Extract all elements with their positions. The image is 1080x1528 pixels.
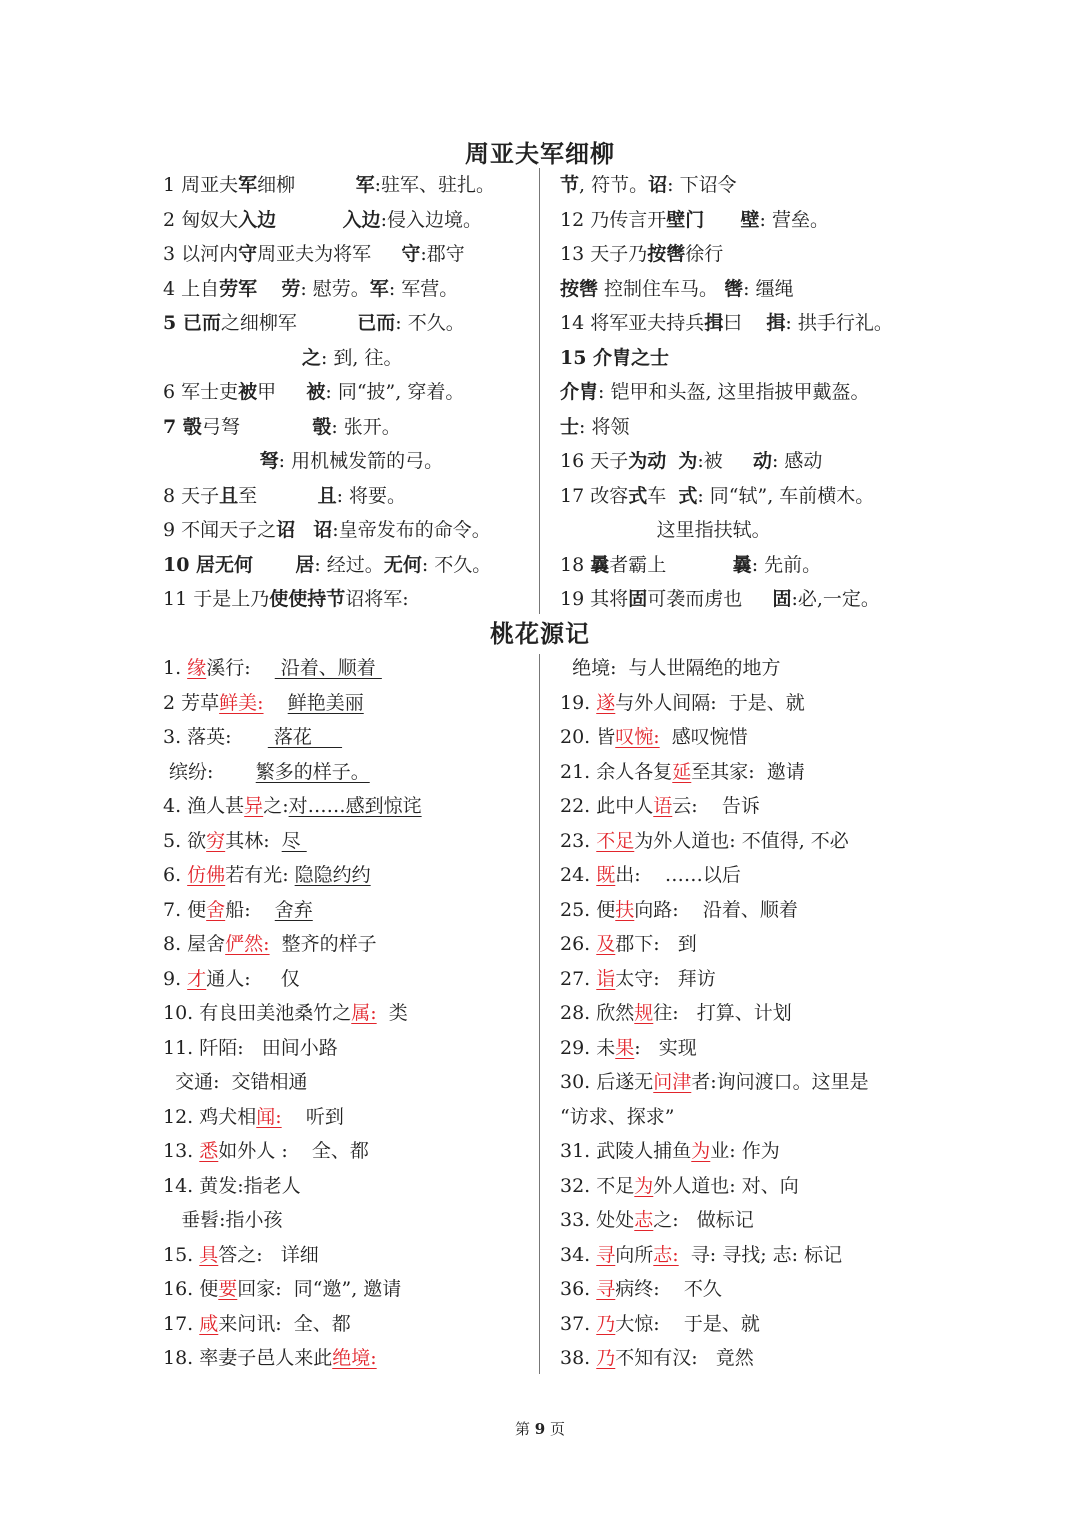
entry-row: 37. 乃大惊: 于是、就 [560, 1312, 760, 1335]
entry-row: 32. 不足为外人道也: 对、向 [560, 1174, 799, 1197]
entry-row: 缤纷: 繁多的样子。 [163, 760, 370, 783]
column-divider-1 [539, 168, 540, 614]
entry-row: 节, 符节。诏: 下诏令 [560, 174, 737, 196]
entry-row: 13 天子乃按辔徐行 [560, 243, 724, 265]
entry-row: 30. 后遂无问津者:询问渡口。这里是 [560, 1071, 869, 1093]
entry-row: 20. 皆叹惋: 感叹惋惜 [560, 726, 748, 748]
entry-row: 18 曩者霸上 曩: 先前。 [560, 553, 822, 576]
entry-row: 13. 悉如外人 : 全、都 [163, 1140, 369, 1162]
column-divider-2 [539, 654, 540, 1374]
entry-row: 弩: 用机械发箭的弓。 [259, 450, 444, 472]
entry-row: 1 周亚夫军细柳 军:驻军、驻扎。 [163, 174, 495, 196]
entry-row: 交通: 交错相通 [163, 1071, 308, 1093]
entry-row: 5. 欲穷其林: 尽 [163, 829, 307, 852]
entry-row: 25. 便扶向路: 沿着、顺着 [560, 898, 798, 921]
section2-right-column [560, 651, 940, 1376]
entry-row: 19. 遂与外人间隔: 于是、就 [560, 691, 805, 714]
entry-row: 14 将军亚夫持兵揖曰 揖: 拱手行礼。 [560, 312, 893, 334]
section2-left-column [163, 651, 535, 1376]
entry-row: 按辔 控制住车马。 辔: 缰绳 [560, 277, 794, 300]
entry-row: 18. 率妻子邑人来此绝境: [163, 1347, 377, 1369]
entry-row: 7 彀弓弩 彀: 张开。 [163, 415, 401, 438]
entry-row: 7. 便舍船: 舍弃 [163, 898, 313, 921]
entry-row: 33. 处处志之: 做标记 [560, 1209, 754, 1231]
entry-row: 12 乃传言开壁门 壁: 营垒。 [560, 208, 829, 231]
entry-row: 17. 咸来问讯: 全、都 [163, 1312, 351, 1335]
entry-row: 9. 才通人: 仅 [163, 967, 300, 990]
entry-row: 19 其将固可袭而虏也 固:必,一定。 [560, 588, 880, 610]
page-footer [0, 1418, 1080, 1439]
section1-left-column [163, 168, 535, 617]
entry-row: 绝境: 与人世隔绝的地方 [560, 657, 781, 679]
entry-row: 4. 渔人甚异之:对……感到惊诧 [163, 795, 422, 817]
entry-row: 16. 便要回家: 同“邀”, 邀请 [163, 1278, 402, 1300]
entry-row: 16 天子为动 为:被 动: 感动 [560, 450, 823, 472]
entry-row: 之: 到, 往。 [301, 346, 403, 369]
entry-row: 36. 寻病终: 不久 [560, 1278, 722, 1300]
section1-right-column [560, 168, 940, 617]
entry-row: 28. 欣然规往: 打算、计划 [560, 1002, 792, 1024]
page-number: 9 [534, 1420, 546, 1438]
entry-row: 9 不闻天子之诏 诏:皇帝发布的命令。 [163, 519, 491, 541]
entry-row: 6. 仿佛若有光: 隐隐约约 [163, 864, 371, 886]
entry-row: 1. 缘溪行: 沿着、顺着 [163, 657, 382, 679]
entry-row: 22. 此中人语云: 告诉 [560, 795, 760, 817]
entry-row: 26. 及郡下: 到 [560, 933, 697, 955]
entry-row: 12. 鸡犬相闻: 听到 [163, 1105, 344, 1128]
footer-suffix: 页 [545, 1420, 565, 1438]
section1-title: 周亚夫军细柳 [465, 139, 615, 168]
entry-row: 2 匈奴大入边 入边:侵入边境。 [163, 208, 483, 231]
entry-row: 8. 屋舍俨然: 整齐的样子 [163, 933, 377, 955]
entry-row: 31. 武陵人捕鱼为业: 作为 [560, 1140, 780, 1162]
entry-row: 27. 诣太守: 拜访 [560, 967, 716, 990]
entry-row: 24. 既出: ……以后 [560, 864, 741, 886]
entry-row: 8 天子且至 且: 将要。 [163, 484, 407, 507]
entry-row: 6 军士吏被甲 被: 同“披”, 穿着。 [163, 381, 465, 403]
entry-row: 5 已而之细柳军 已而: 不久。 [163, 312, 465, 334]
entry-row: 11. 阡陌: 田间小路 [163, 1036, 338, 1059]
entry-row: 3. 落英: 落花 [163, 726, 343, 748]
entry-row: 34. 寻向所志: 寻: 寻找; 志: 标记 [560, 1243, 843, 1266]
section2-title: 桃花源记 [490, 619, 590, 648]
entry-row: 垂髫:指小孩 [163, 1209, 283, 1231]
entry-row: 17 改容式车 式: 同“轼”, 车前横木。 [560, 484, 875, 507]
entry-row: 23. 不足为外人道也: 不值得, 不必 [560, 829, 849, 852]
entry-row: 15. 具答之: 详细 [163, 1243, 319, 1266]
entry-row: 15 介胄之士 [560, 346, 670, 369]
entry-row: 29. 未果: 实现 [560, 1036, 697, 1059]
entry-row: 11 于是上乃使使持节诏将军: [163, 588, 409, 610]
entry-row: 3 以河内守周亚夫为将军 守:郡守 [163, 243, 465, 265]
entry-row: 介胄: 铠甲和头盔, 这里指披甲戴盔。 [560, 381, 870, 403]
entry-row: 2 芳草鲜美: 鲜艳美丽 [163, 691, 364, 714]
entry-row: 10 居无何 居: 经过。无何: 不久。 [163, 553, 492, 576]
entry-row: “访求、探求” [560, 1105, 675, 1128]
entry-row: 这里指扶轼。 [560, 519, 771, 541]
entry-row: 21. 余人各复延至其家: 邀请 [560, 760, 805, 783]
entry-row: 10. 有良田美池桑竹之属: 类 [163, 1002, 408, 1024]
footer-prefix: 第 [515, 1420, 535, 1438]
entry-row: 士: 将领 [560, 415, 630, 438]
entry-row: 14. 黄发:指老人 [163, 1174, 301, 1197]
entry-row: 38. 乃不知有汉: 竟然 [560, 1347, 754, 1369]
entry-row: 4 上自劳军 劳: 慰劳。军: 军营。 [163, 277, 459, 300]
